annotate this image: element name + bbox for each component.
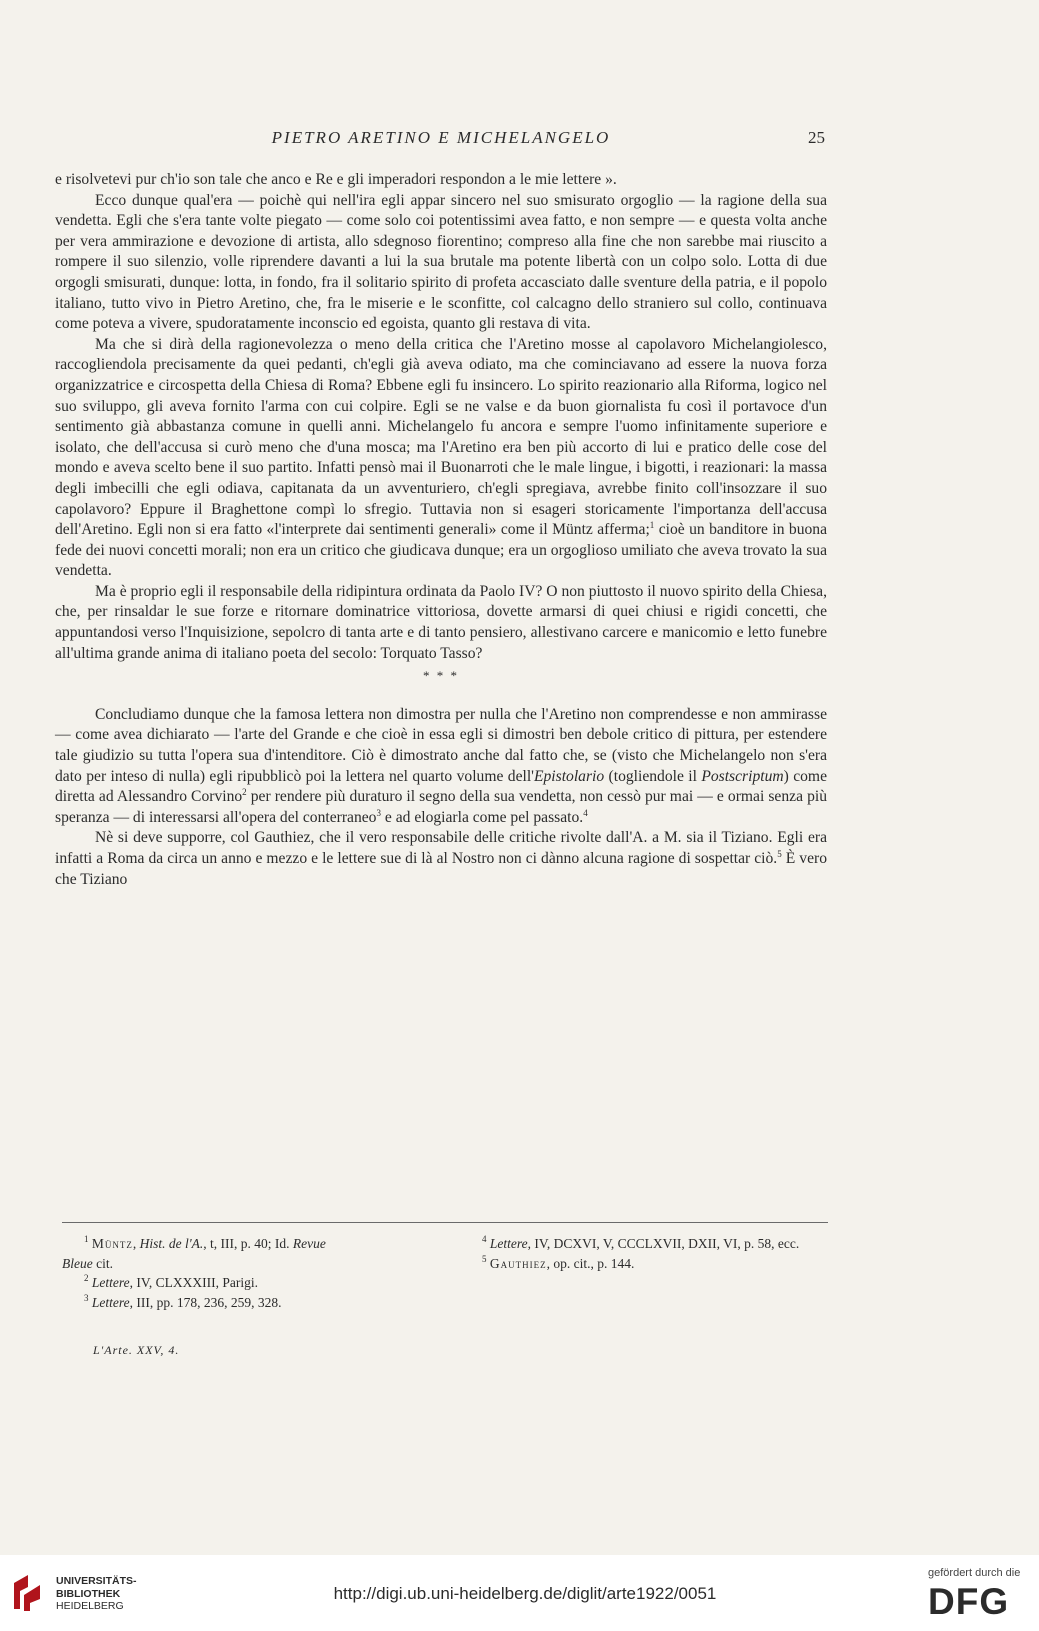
footnotes-left-column (62, 1234, 442, 1312)
footnote-1 (62, 1234, 442, 1273)
footnote-rule (62, 1222, 828, 1223)
footnote-1-text: , t, III, p. 40; Id. (203, 1236, 293, 1251)
footnote-4-title: Lettere (489, 1236, 528, 1251)
permalink-url[interactable]: http://digi.ub.uni-heidelberg.de/diglit/arte1922/0051 (333, 1584, 717, 1603)
footnote-ref-2[interactable]: 2 (242, 787, 247, 798)
signature-mark: L'Arte. XXV, 4. (93, 1343, 180, 1357)
footnote-1-revue: Revue (292, 1236, 326, 1251)
footnote-3-number: 3 (84, 1292, 89, 1303)
paragraph-4: Ma è proprio egli il responsabile della ridipintura ordinata da Paolo IV? O non piuttosto il nuovo spirito della Chiesa, che, per rinsaldar le sue forze e ritornare dominatrice vittoriosa, dovette armarsi di quei chiusi e rigidi concetti, che appuntandosi verso l'Inquisizione, sepolcro di tanta arte e di tanto pensiero, allestivano carcere e manicomio e letto funebre all'ultima grande anima di italiano poeta del secolo: Torquato Tasso? (55, 582, 827, 662)
paragraph-3-text-a: Ma che si dirà della ragionevolezza o meno della critica che l'Aretino mosse al capolavoro Michelangiolesco, raccogliendola precisamente da quei pedanti, ch'egli già aveva odiato, ma che cominciavano ad essere la nuova forza organizzatrice e circospetta della Chiesa di Roma? Ebbene egli fu insincero. Lo spirito reazionario alla Riforma, logico nel suo sviluppo, gli aveva fornito l'arma con cui colpire. Egli se ne valse e da buon giornalista fu così il portavoce d'un sentimento già abbastanza comune in quelli anni. Michelangelo fu ancora e sempre l'uomo infinitamente superiore e isolato, che dell'accusa si curò meno che d'una mosca; ma l'Aretino era ben più accorto di lui e pratico delle cose del mondo e aveva scelto bene il suo partito. Infatti pensò mai il Buonarroti che le male lingue, i bigotti, i reazionari: la massa degli imbecilli che egli odiava, capitanata da un avventuriero, ch'egli spregiava, avrebbe finito coll'insozzare il suo capolavoro? Eppure il Braghettone compì lo sfregio. Tuttavia non si esageri storicamente l'importanza dell'accusa dell'Aretino. Egli non si era fatto «l'interprete dai sentimenti generali» come il Müntz afferma; (55, 335, 827, 539)
footnote-3-text: , III, pp. 178, 236, 259, 328. (129, 1294, 282, 1310)
running-title: PIETRO ARETINO E MICHELANGELO (271, 128, 611, 147)
paragraph-5-text-d: per rendere più duraturo il segno della sua vendetta, non cessò pur mai — e ormai senza più speranza — di interessarsi all'opera del conterraneo (55, 788, 827, 826)
dfg-logo: DFG (928, 1581, 1010, 1622)
paragraph-3-text-b: cioè un banditore in buona fede dei nuovi concetti morali; non era un critico che giudicava dunque; era un orgoglioso umiliato che aveva trovato la sua vendetta. (55, 521, 828, 580)
footnote-1-title: Hist. de l'A. (139, 1236, 204, 1251)
footnote-1-number: 1 (84, 1234, 89, 1244)
footnotes-right-column (460, 1234, 828, 1273)
footnote-4 (460, 1234, 828, 1254)
page-number: 25 (808, 128, 825, 147)
paragraph-3 (55, 335, 827, 582)
footnote-ref-3[interactable]: 3 (376, 807, 381, 818)
footnote-4-text: , IV, DCXVI, V, CCCLXVII, DXII, VI, p. 58, ecc. (527, 1236, 800, 1251)
italic-postscriptum: Postscriptum (701, 767, 784, 785)
footnote-5-author: Gauthiez (489, 1255, 547, 1271)
footnote-1-author: Müntz (91, 1236, 133, 1251)
paragraph-2: Ecco dunque qual'era — poichè qui nell'ira egli appar sincero nel suo smisurato orgoglio — la ragione della sua vendetta. Egli che s'era tante volte piegato — come solo coi potentissimi avea fatto, e non sempre — e questa volta anche per vera ammirazione e devozione di artista, allo sdegnoso fiorentino; compreso alla fine che non sarebbe mai riuscito a rompere il suo silenzio, volle riprendere davanti a lui la sua brutale ma potente libertà con un colpo solo. Lotta di due orgogli smisurati, dunque: lotta, in fondo, fra il solitario spirito di profeta accasciato dalle sventure della patria, e il popolo italiano, tutto vivo in Pietro Aretino, che, fra le miserie e le sconfitte, col calcagno dello straniero sul collo, continuava come poteva a vivere, spudoratamente inconscio ed egoista, quanto gli restava di vita. (55, 191, 827, 333)
paragraph-6 (55, 828, 827, 890)
footnote-3-title: Lettere (91, 1294, 130, 1310)
library-name-line-1: UNIVERSITÄTS- (56, 1575, 137, 1587)
footnote-5-text: , op. cit., p. 144. (546, 1255, 635, 1271)
body-text (55, 170, 827, 890)
paragraph-5-text-b: (togliendole il (604, 767, 702, 785)
footnote-2-text: , IV, CLXXXIII, Parigi. (129, 1275, 258, 1291)
dfg-caption: gefördert durch die (928, 1567, 1021, 1579)
paragraph-6-text-b: È vero che Tiziano (55, 850, 827, 888)
library-logo-icon (10, 1573, 46, 1613)
footnote-4-number: 4 (482, 1234, 487, 1244)
footnote-5 (460, 1254, 828, 1274)
footnote-1-cit: cit. (92, 1255, 113, 1271)
viewer-footer (0, 1555, 1039, 1631)
footnote-ref-1[interactable]: 1 (649, 520, 655, 531)
footnote-3 (62, 1293, 442, 1313)
footnote-5-number: 5 (482, 1253, 487, 1264)
section-asterism: * * * (423, 668, 459, 684)
footnote-2 (62, 1273, 442, 1293)
paragraph-5-text-c: ) come diretta ad Alessandro Corvino (55, 767, 827, 806)
paragraph-5 (55, 705, 827, 829)
footnote-ref-4[interactable]: 4 (583, 807, 588, 818)
paragraph-5-text-e: e ad elogiarla come pel passato. (380, 808, 584, 826)
footnote-1-bleue: Bleue (62, 1255, 93, 1271)
footnote-1-sep: , (132, 1236, 140, 1251)
footnote-2-number: 2 (84, 1273, 89, 1284)
library-name (56, 1575, 137, 1613)
footnote-ref-5[interactable]: 5 (777, 849, 782, 859)
library-name-line-2: BIBLIOTHEK (56, 1587, 121, 1600)
footnote-2-title: Lettere (91, 1275, 130, 1291)
paragraph-1: e risolvetevi pur ch'io son tale che anco e Re e gli imperadori respondon a le mie lettere ». (55, 171, 617, 188)
italic-epistolario: Epistolario (533, 767, 605, 785)
paragraph-6-text-a: Nè si deve supporre, col Gauthiez, che il vero responsabile delle critiche rivolte dall'A. a M. sia il Tiziano. Egli era infatti a Roma da circa un anno e mezzo e le lettere sue di là al Nostro non ci dànno alcuna ragione di sospettar ciò. (55, 829, 827, 867)
paragraph-5-text-a: Concludiamo dunque che la famosa lettera non dimostra per nulla che l'Aretino non comprendesse e non ammirasse — come avea dichiarato — l'arte del Grande e che cioè in essa egli si dimostri ben debole critico di pittura, per estendere tale giudizio su tutta l'opera sua d'intenditore. Ciò è dimostrato anche dal fatto che, se (visto che Michelangelo non s'era dato per inteso di nulla) egli ripubblicò poi la lettera nel quarto volume dell' (55, 705, 827, 785)
library-name-line-3: HEIDELBERG (56, 1600, 124, 1612)
